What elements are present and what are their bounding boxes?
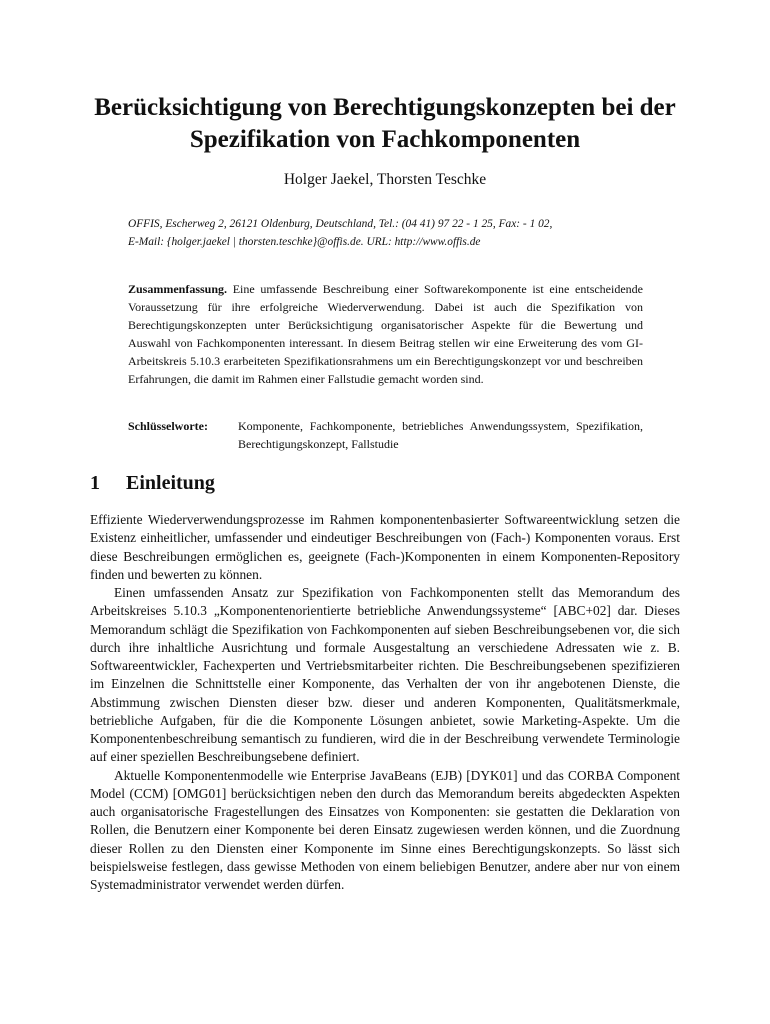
- paragraph: Effiziente Wiederverwendungsprozesse im Rahmen komponentenbasierter Softwareentwicklung setzen die Existenz einheitlicher, umfassender und eindeutiger Beschreibungen von (Fach-) Komponenten voraus. Erst diese Beschreibungen ermöglichen es, geeignete (Fach-)Komponenten in einem Komponenten-Repository finden und bewerten zu können.: [90, 512, 680, 582]
- abstract: [128, 280, 643, 388]
- section-number: 1: [90, 472, 100, 494]
- section-title: Einleitung: [126, 472, 215, 494]
- abstract-text: Eine umfassende Beschreibung einer Softwarekomponente ist eine entscheidende Voraussetzung für ihre erfolgreiche Wiederverwendung. Dabei ist auch die Spezifikation von Berechtigungskonzepten unter Berücksichtigung organisatorischer Aspekte für die Bewertung und Auswahl von Fachkomponenten interessant. In diesem Beitrag stellen wir eine Erweiterung des vom GI-Arbeitskreis 5.10.3 erarbeiteten Spezifikationsrahmens um ein Berechtigungskonzept vor und beschreiben Erfahrungen, die damit im Rahmen einer Fallstudie gemacht worden sind.: [128, 282, 643, 386]
- affiliation-line-2: E-Mail: {holger.jaekel | thorsten.teschke}@offis.de. URL: http://www.offis.de: [128, 236, 481, 248]
- paragraph: Aktuelle Komponentenmodelle wie Enterprise JavaBeans (EJB) [DYK01] und das CORBA Component Model (CCM) [OMG01] berücksichtigen neben den durch das Memorandum bereits abgedeckten Aspekten auch organisatorische Fragestellungen des Einsatzes von Komponenten: sie gestatten die Deklaration von Rollen, die Benutzern einer Komponente bei deren Einsatz zugewiesen werden können, und die Zuordnung dieser Rollen zu den Diensten einer Komponente im Sinne eines Berechtigungskonzepts. So lässt sich beispielsweise festlegen, dass gewisse Methoden von einem beliebigen Benutzer, andere aber nur von einem Systemadministrator verwendet werden dürfen.: [90, 767, 680, 892]
- keywords-text: Komponente, Fachkomponente, betriebliches Anwendungssystem, Spezifikation, Berechtigungskonzept, Fallstudie: [238, 419, 643, 451]
- paper-title: Berücksichtigung von Berechtigungskonzepten bei der Spezifikation von Fachkomponenten: [94, 94, 676, 153]
- section-body: [90, 511, 680, 894]
- paragraph: Einen umfassenden Ansatz zur Spezifikation von Fachkomponenten stellt das Memorandum des Arbeitskreises 5.10.3 „Komponentenorientierte betriebliche Anwendungssysteme“ [ABC+02] dar. Dieses Memorandum schlägt die Spezifikation von Fachkomponenten auf sieben Beschreibungsebenen vor, die sich durch ihre inhaltliche Ausrichtung und formale Ausgestaltung an verschiedene Adressaten wie z. B. Softwareentwickler, Fachexperten und Vertriebsmitarbeiter richten. Die Beschreibungsebenen spezifizieren im Einzelnen die Schnittstelle einer Komponente, das Verhalten der von ihr angebotenen Dienste, die Abstimmung zwischen Diensten dieser bzw. dieser und anderen Komponenten, Qualitätsmerkmale, betriebliche Aufgaben, für die die Komponente Lösungen anbietet, sowie Marketing-Aspekte. Um die Komponentenbeschreibung semantisch zu fundieren, wird die in der Beschreibung verwendete Terminologie auf einer speziellen Beschreibungsebene definiert.: [90, 585, 680, 765]
- authors: Holger Jaekel, Thorsten Teschke: [283, 171, 487, 188]
- keywords: [128, 417, 643, 453]
- keywords-label: Schlüsselworte:: [128, 419, 208, 433]
- section-heading: [90, 470, 215, 496]
- affiliation: [128, 215, 643, 251]
- abstract-label: Zusammenfassung.: [128, 282, 228, 296]
- affiliation-line-1: OFFIS, Escherweg 2, 26121 Oldenburg, Deutschland, Tel.: (04 41) 97 22 - 1 25, Fax: - 1 02,: [128, 218, 553, 230]
